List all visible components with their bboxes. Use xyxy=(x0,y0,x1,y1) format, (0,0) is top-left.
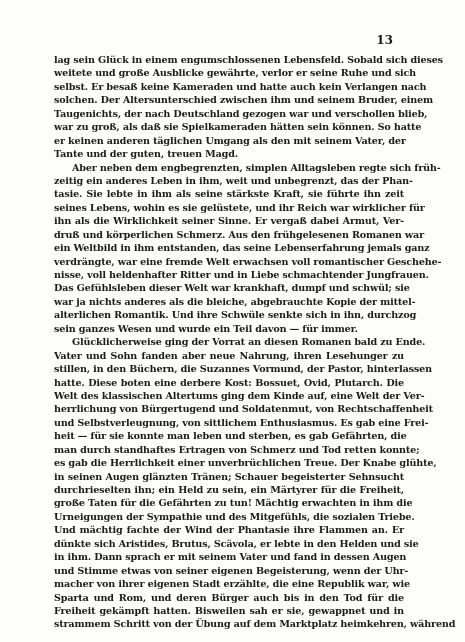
text-line: lag sein Glück in einem engumschlossenen Lebensfeld. Sobald sich dieses xyxy=(54,55,443,66)
text-line: war ja nichts anderes als die bleiche, abgebrauchte Kopie der mittel- xyxy=(54,296,416,308)
text-line: Taugenichts, der nach Deutschland gezogen war und verschollen blieb, xyxy=(54,108,428,120)
text-line: selbst. Er besaß keine Kameraden und hatte auch kein Verlangen nach xyxy=(54,81,427,93)
text-line: tasie. Sie lebte in ihm als seine stärkste Kraft, sie führte ihn zeit xyxy=(54,189,404,201)
text-line: durchrieselten ihn; ein Held zu sein, ein Märtyrer für die Freiheit, xyxy=(54,485,404,496)
text-line: stillen, in den Büchern, die Suzannes Vormund, der Pastor, hinterlassen xyxy=(54,364,432,376)
text-line: ihn als die Wirklichkeit seiner Sinne. Er vergaß dabei Armut, Ver- xyxy=(54,216,404,228)
text-line: alterlichen Romantik. Und ihre Schwüle senkte sich in ihn, durchzog xyxy=(54,310,417,322)
text-line: Das Gefühlsleben dieser Welt war krankhaft, dumpf und schwül; sie xyxy=(54,283,410,295)
text-line: in ihm. Dann sprach er mit seinem Vater und fand in dessen Augen xyxy=(54,552,407,564)
text-line: heit — für sie konnte man leben und sterben, es gab Gefährten, die xyxy=(54,431,407,443)
text-line: Tante und der guten, treuen Magd. xyxy=(54,149,238,161)
text-line: weitete und große Ausblicke gewährte, verlor er seine Ruhe und sich xyxy=(54,68,417,80)
text-line: seines Lebens, wohin es sie gelüstete, und ihr Reich war wirklicher für xyxy=(54,202,425,214)
text-line: Und mächtig fachte der Wind der Phantasie ihre Flammen an. Er xyxy=(54,525,404,537)
text-line: ein Weltbild in ihm entstanden, das seine Lebenserfahrung jemals ganz xyxy=(54,243,430,255)
text-line: Sparta und Rom, und deren Bürger auch bis in den Tod für die xyxy=(54,592,404,604)
text-line: in seinen Augen glänzten Tränen; Schauer begeisterter Sehnsucht xyxy=(54,471,404,483)
text-line: Urneigungen der Sympathie und des Mitgefühls, die sozialen Triebe. xyxy=(54,511,415,523)
page-number: 13 xyxy=(376,33,393,47)
text-line: man durch standhaftes Ertragen von Schmerz und Tod retten konnte; xyxy=(54,444,420,456)
text-line: solchen. Der Altersunterschied zwischen ihm und seinem Bruder, einem xyxy=(54,95,434,107)
body-text xyxy=(54,54,456,632)
text-line: war zu groß, als daß sie Spielkameraden hätten sein können. So hatte xyxy=(54,122,422,134)
text-line: hatte. Diese boten eine derbere Kost: Bossuet, Ovid, Plutarch. Die xyxy=(54,377,404,389)
text-line: nisse, voll heldenhafter Ritter und in Liebe schmachtender Jungfrauen. xyxy=(54,270,429,281)
text-line: zeitig ein anderes Leben in ihm, weit und unbegrenzt, das der Phan- xyxy=(54,175,413,187)
text-line: Glücklicherweise ging der Vorrat an diesen Romanen bald zu Ende. xyxy=(72,337,426,349)
text-line: große Taten für die Gefährten zu tun! Mächtig erwachten in ihm die xyxy=(54,498,413,510)
text-line: Vater und Sohn fanden aber neue Nahrung, ihren Lesehunger zu xyxy=(54,350,404,362)
text-line: verdrängte, war eine fremde Welt erwachsen voll romantischer Geschehe- xyxy=(54,256,442,268)
text-line: es gab die Herrlichkeit einer unverbrüchlichen Treue. Der Knabe glühte, xyxy=(54,458,437,470)
text-line: Freiheit gekämpft hatten. Bisweilen sah er sie, gewappnet und in xyxy=(54,605,404,617)
text-line: Welt des klassischen Altertums ging dem Kinde auf, eine Welt der Ver- xyxy=(54,390,425,402)
text-line: er keinen anderen täglichen Umgang als den mit seinem Vater, der xyxy=(54,135,406,147)
text-line: herrlichung von Bürgertugend und Soldatenmut, von Rechtschaffenheit xyxy=(54,404,433,416)
text-line: macher von ihrer eigenen Stadt erzählte, die eine Republik war, wie xyxy=(54,579,410,591)
text-line: strammem Schritt von der Übung auf dem Marktplatz heimkehren, während xyxy=(54,619,456,631)
text-line: und Stimme etwas von seiner eigenen Begeisterung, wenn der Uhr- xyxy=(54,565,409,577)
text-line: druß und körperlichen Schmerz. Aus den frühgelesenen Romanen war xyxy=(54,229,424,241)
text-line: und Selbstverleugnung, von sittlichem Enthusiasmus. Es gab eine Frei- xyxy=(54,417,429,429)
text-line: dünkte sich Aristides, Brutus, Scävola, er lebte in den Helden und sie xyxy=(54,538,419,550)
text-line: Aber neben dem engbegrenzten, simplen Alltagsleben regte sich früh- xyxy=(72,162,441,174)
text-line: sein ganzes Wesen und wurde ein Teil davon — für immer. xyxy=(54,323,358,335)
